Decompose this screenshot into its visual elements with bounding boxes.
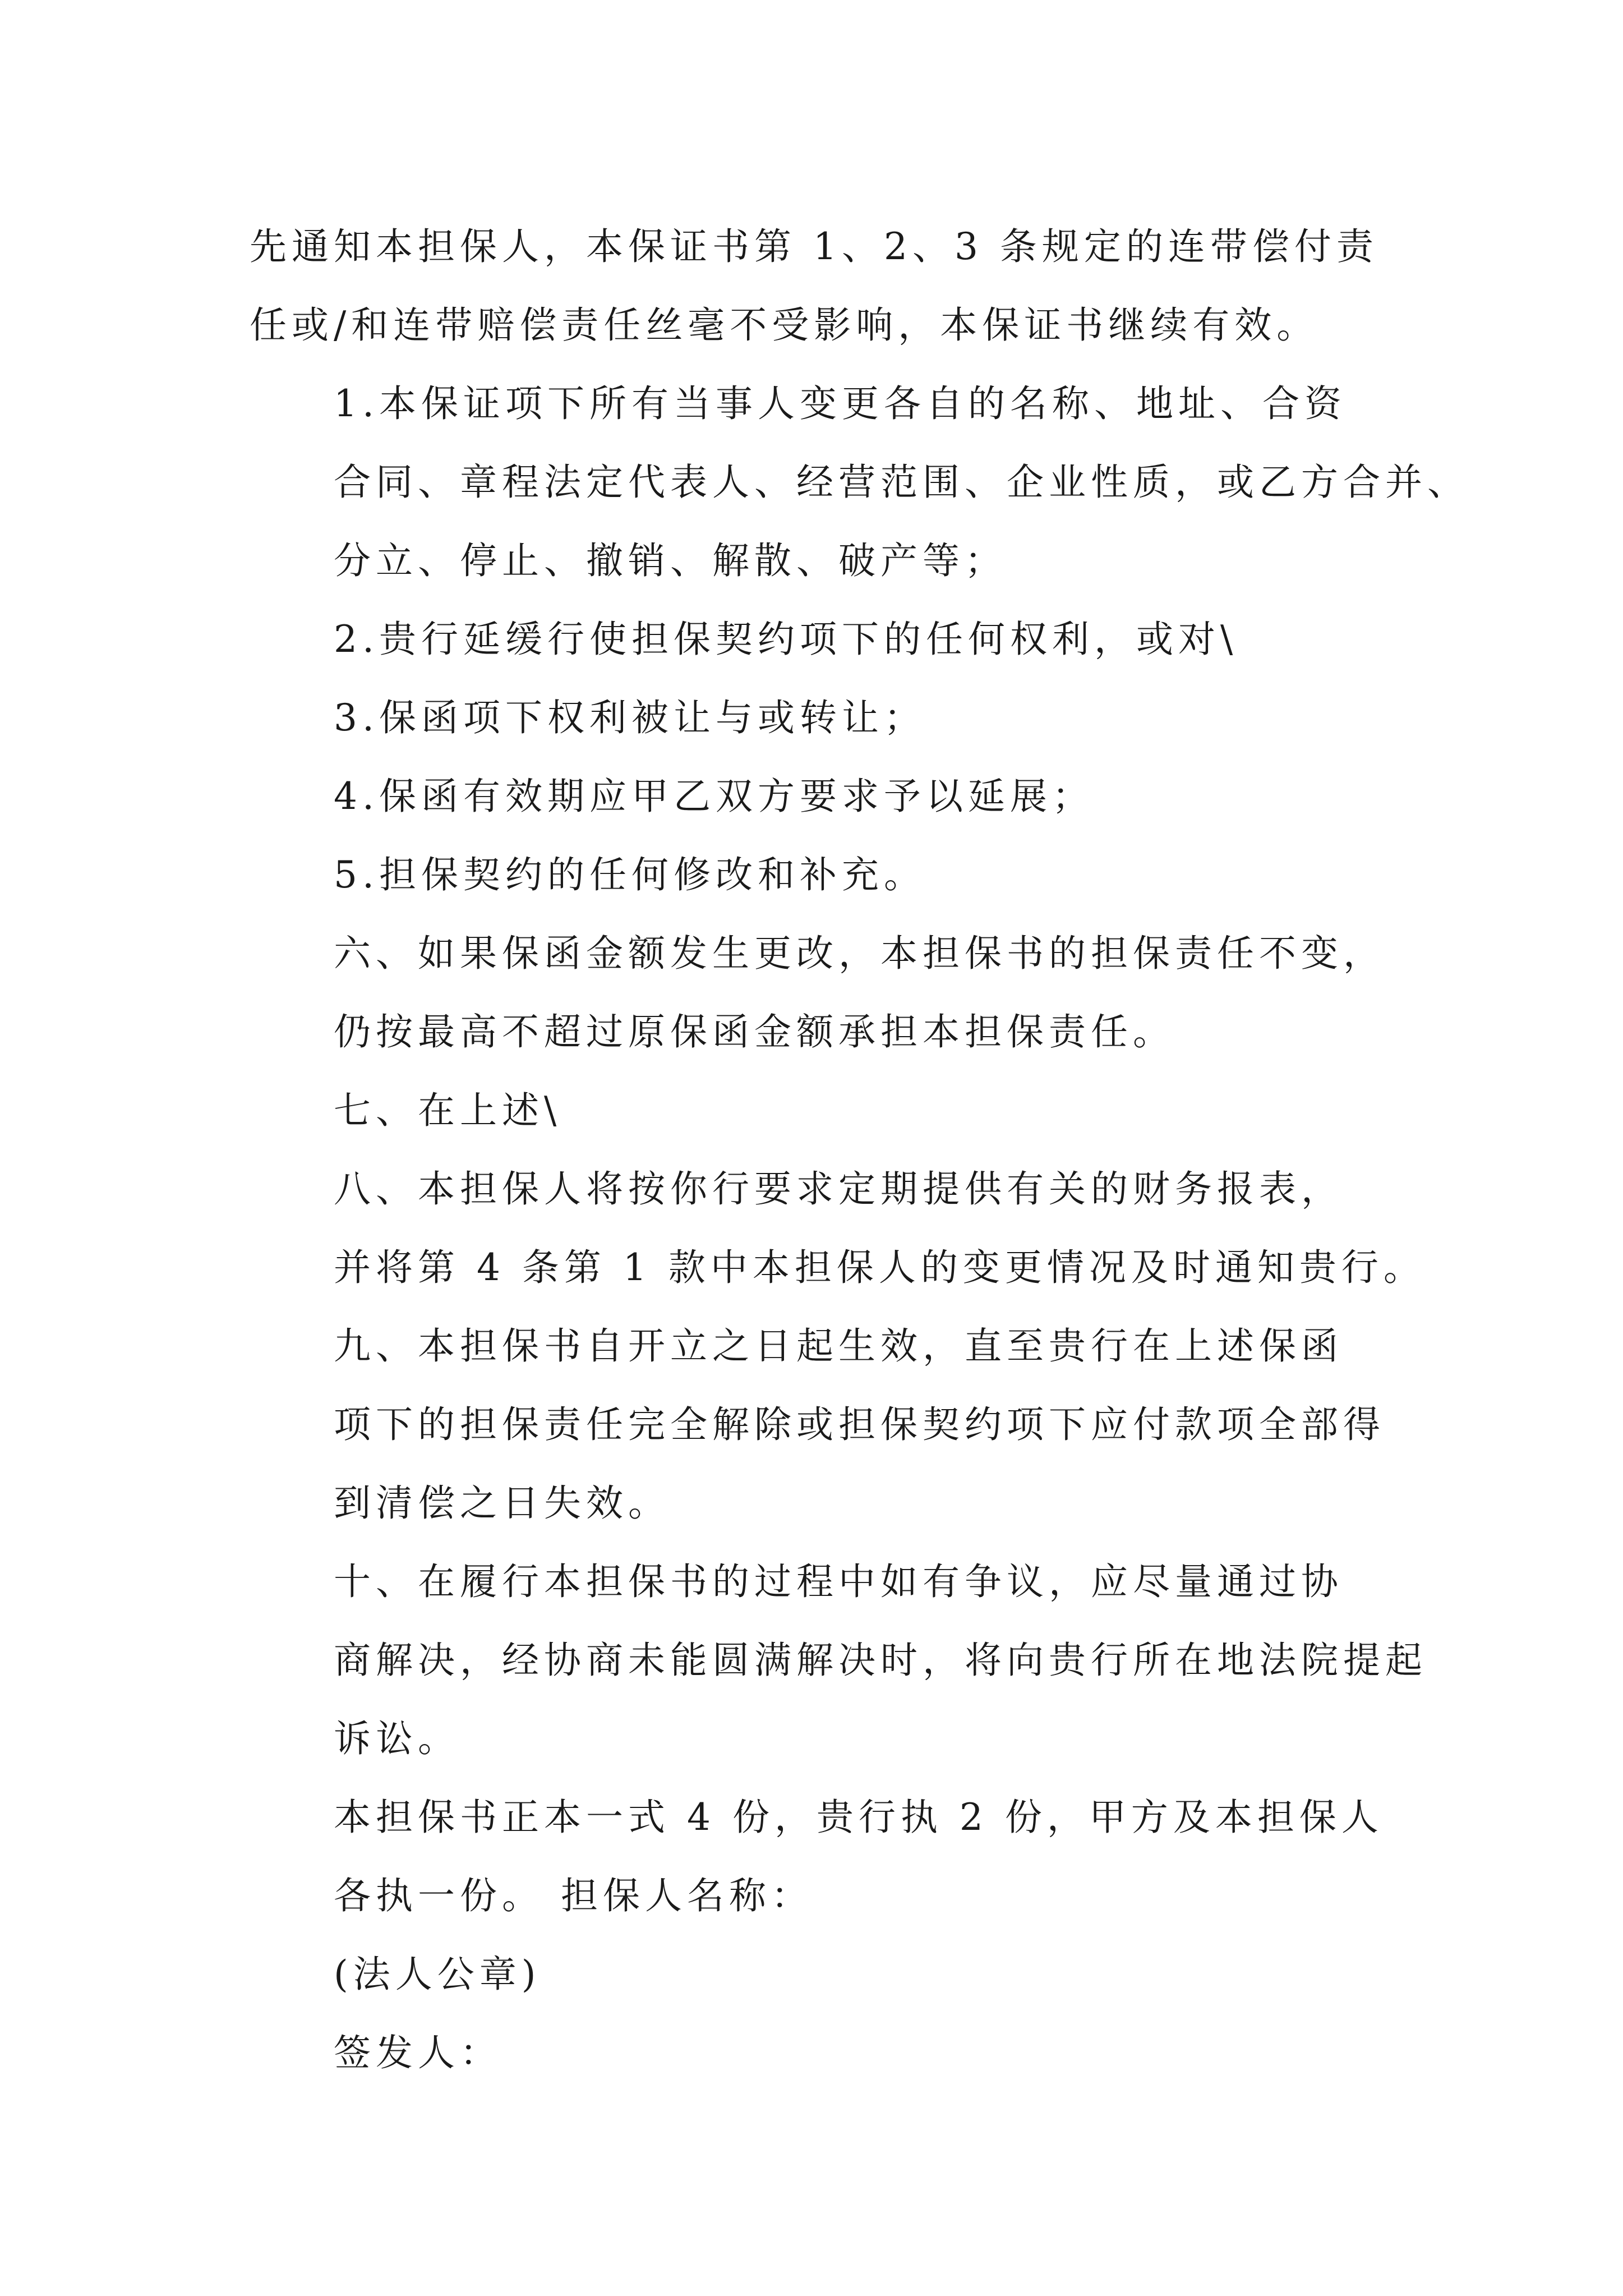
- text-line: 先通知本担保人，本保证书第 1、2、3 条规定的连带偿付责: [250, 225, 1378, 268]
- paragraph-item-2: [250, 600, 1388, 679]
- text-line: 并将第 4 条第 1 款中本担保人的变更情况及时通知贵行。: [334, 1246, 1426, 1289]
- paragraph-seal: [250, 1935, 1388, 2014]
- text-line: 九、本担保书自开立之日起生效，直至贵行在上述保函: [334, 1324, 1343, 1368]
- text-line: 六、如果保函金额发生更改，本担保书的担保责任不变，: [334, 932, 1385, 975]
- text-line: 1.本保证项下所有当事人变更各自的名称、地址、合资: [334, 382, 1347, 425]
- paragraph-signer: [250, 2014, 1388, 2092]
- text-line: 签发人：: [334, 2031, 502, 2074]
- text-line: 合同、章程法定代表人、经营范围、企业性质，或乙方合并、: [334, 461, 1469, 504]
- text-line: 分立、停止、撤销、解散、破产等；: [334, 539, 1007, 582]
- text-line: 七、在上述\: [334, 1089, 562, 1132]
- text-line: 3.保函项下权利被让与或转让；: [334, 696, 926, 739]
- text-line: 4.保函有效期应甲乙双方要求予以延展；: [334, 775, 1094, 818]
- paragraph-ten: [250, 1543, 1427, 1778]
- paragraph-six: [250, 914, 1388, 1071]
- document-page: [250, 208, 1469, 2092]
- paragraph-seven: [250, 1071, 1388, 1150]
- text-line: 5.担保契约的任何修改和补充。: [334, 853, 926, 896]
- text-line: 任或/和连带赔偿责任丝毫不受影响，本保证书继续有效。: [250, 303, 1319, 347]
- text-line: 商解决，经协商未能圆满解决时，将向贵行所在地法院提起: [334, 1639, 1427, 1682]
- paragraph-eight: [250, 1150, 1426, 1307]
- text-line: 项下的担保责任完全解除或担保契约项下应付款项全部得: [334, 1403, 1385, 1446]
- text-line: 八、本担保人将按你行要求定期提供有关的财务报表，: [334, 1167, 1343, 1211]
- text-line: (法人公章): [334, 1953, 541, 1996]
- paragraph-nine: [250, 1307, 1388, 1543]
- paragraph-intro: [250, 208, 1388, 365]
- text-line: 仍按最高不超过原保函金额承担本担保责任。: [334, 1010, 1175, 1053]
- paragraph-item-4: [250, 757, 1388, 836]
- text-line: 本担保书正本一式 4 份，贵行执 2 份，甲方及本担保人: [334, 1796, 1384, 1839]
- text-line: 十、在履行本担保书的过程中如有争议，应尽量通过协: [334, 1560, 1343, 1603]
- paragraph-item-1: [250, 365, 1469, 600]
- text-line: 2.贵行延缓行使担保契约项下的任何权利，或对\: [334, 618, 1238, 661]
- text-line: 各执一份。 担保人名称：: [334, 1874, 813, 1917]
- paragraph-item-3: [250, 679, 1388, 757]
- paragraph-copies: [250, 1778, 1388, 1935]
- text-line: 到清偿之日失效。: [334, 1481, 670, 1525]
- text-line: 诉讼。: [334, 1717, 460, 1760]
- paragraph-item-5: [250, 836, 1388, 914]
